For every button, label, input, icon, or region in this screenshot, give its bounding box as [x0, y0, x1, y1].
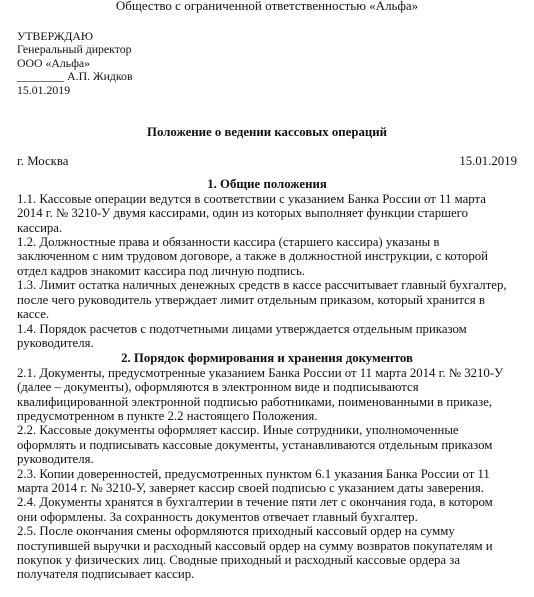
- paragraph-line: квалифицированной электронной подписью работниками, поименованными в приказе,: [17, 394, 493, 409]
- paragraph-line: 2.3. Копии доверенностей, предусмотренных пунктом 6.1 указания Банка России от 11: [17, 466, 490, 481]
- paragraph-line: кассира.: [17, 220, 63, 235]
- paragraph-line: (далее – документы), оформляются в электронном виде и подписываются: [17, 380, 419, 395]
- section-paragraph: [17, 495, 517, 524]
- paragraph-line: 1.3. Лимит остатка наличных денежных средств в кассе рассчитывает главный бухгалтер,: [17, 278, 507, 293]
- paragraph-line: кассе.: [17, 307, 50, 322]
- approval-title: УТВЕРЖДАЮ: [17, 29, 94, 43]
- paragraph-line: предусмотренном в пункте 2.2 настоящего Положения.: [17, 408, 318, 423]
- section-paragraph: [17, 524, 517, 582]
- paragraph-line: оформлять и подписывать кассовые документы, устанавливаются отдельным приказом: [17, 437, 493, 452]
- paragraph-line: после чего руководитель утверждает лимит отдельным приказом, который хранится в: [17, 292, 485, 307]
- section-paragraph: [17, 467, 517, 496]
- paragraph-line: 2.1. Документы, предусмотренные указанием Банка России от 11 марта 2014 г. № 3210-У: [17, 365, 504, 380]
- paragraph-line: 2014 г. № 3210-У двумя кассирами, один из которых выполняет функции старшего: [17, 206, 468, 221]
- paragraph-line: руководителя.: [17, 335, 94, 350]
- paragraph-line: они оформлены. За сохранность документов отвечает главный бухгалтер.: [17, 509, 418, 524]
- document-page: [17, 0, 517, 582]
- paragraph-line: 1.2. Должностные права и обязанности кассира (старшего кассира) указаны в: [17, 235, 440, 250]
- section-paragraph: [17, 278, 517, 321]
- section-title: 2. Порядок формирования и хранения документов: [121, 351, 413, 366]
- paragraph-line: отдел кадров знакомит кассира под личную подпись.: [17, 263, 305, 278]
- approval-position: Генеральный директор: [17, 42, 132, 57]
- organization-name: Общество с ограниченной ответственностью «Альфа»: [115, 0, 419, 13]
- section-paragraph: [17, 235, 517, 278]
- paragraph-line: руководителя.: [17, 452, 94, 467]
- section-title: 1. Общие положения: [207, 177, 327, 192]
- section-paragraph: [17, 366, 517, 424]
- section-paragraph: [17, 192, 517, 235]
- place-date-row: [17, 154, 517, 169]
- paragraph-line: заключенном с ним трудовом договоре, а также в должностной инструкции, с которой: [17, 249, 488, 264]
- document-title: Положение о ведении кассовых операций: [147, 125, 387, 140]
- document-body: [17, 177, 517, 581]
- approval-signature: ________ А.П. Жидков: [17, 69, 133, 84]
- paragraph-line: 2.2. Кассовые документы оформляет кассир. Иные сотрудники, уполномоченные: [17, 423, 459, 438]
- paragraph-line: 1.4. Порядок расчетов с подотчетными лицами утверждается отдельным приказом: [17, 321, 467, 336]
- paragraph-line: 2.5. После окончания смены оформляются приходный кассовый ордер на сумму: [17, 524, 455, 539]
- paragraph-line: получателя подписывает кассир.: [17, 567, 195, 582]
- approval-block: [17, 30, 517, 97]
- approval-company: ООО «Альфа»: [17, 55, 90, 70]
- paragraph-line: 2.4. Документы хранятся в бухгалтерии в течение пяти лет с окончания года, в котором: [17, 495, 493, 510]
- paragraph-line: марта 2014 г. № 3210-У, заверяет кассир своей подписью с указанием даты заверения.: [17, 480, 484, 495]
- paragraph-line: 1.1. Кассовые операции ведутся в соответствии с указанием Банка России от 11 марта: [17, 191, 486, 206]
- approval-date: 15.01.2019: [17, 82, 71, 97]
- paragraph-line: поступившей выручки и расходный кассовый ордер на сумму возвратов покупателям и: [17, 538, 493, 553]
- paragraph-line: покупок у физических лиц. Сводные приходный и расходный кассовые ордера за: [17, 553, 461, 567]
- document-date: 15.01.2019: [459, 154, 517, 169]
- section-paragraph: [17, 423, 517, 466]
- document-city: г. Москва: [17, 154, 69, 169]
- section-paragraph: [17, 322, 517, 351]
